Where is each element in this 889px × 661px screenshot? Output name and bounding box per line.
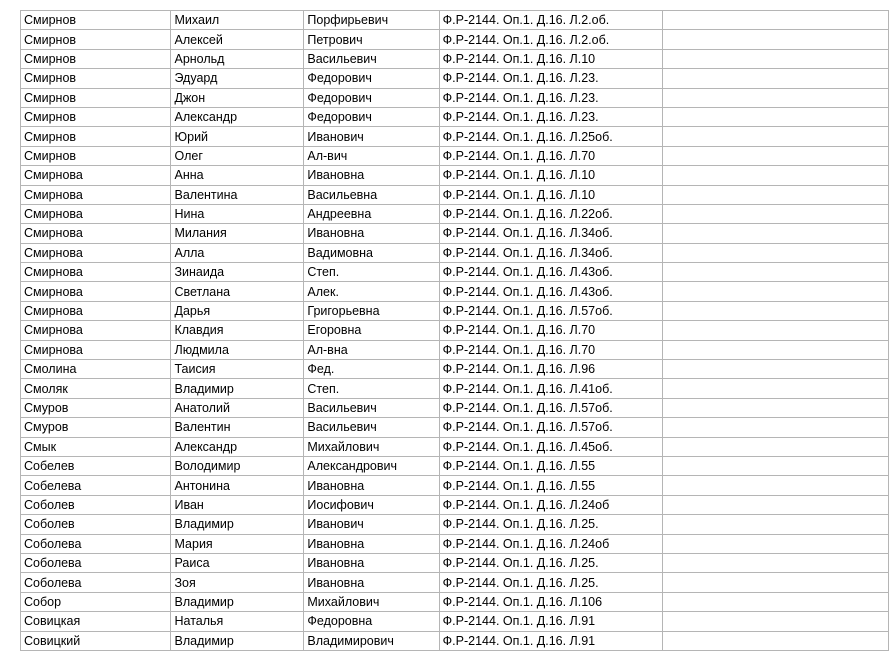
surname-cell: Смуров	[21, 398, 171, 417]
first-name-cell: Зинаида	[171, 263, 304, 282]
first-name-cell: Нина	[171, 204, 304, 223]
table-row	[21, 69, 889, 88]
surname-cell: Смирнова	[21, 263, 171, 282]
surname-cell: Смуров	[21, 418, 171, 437]
patronymic-cell: Ивановна	[304, 224, 439, 243]
surname-cell: Смирнова	[21, 166, 171, 185]
table-row	[21, 534, 889, 553]
patronymic-cell: Александрович	[304, 456, 439, 475]
empty-cell	[662, 379, 888, 398]
surname-cell: Смирнова	[21, 185, 171, 204]
archive-reference-cell: Ф.Р-2144. Оп.1. Д.16. Л.2.об.	[439, 11, 662, 30]
first-name-cell: Олег	[171, 146, 304, 165]
empty-cell	[662, 243, 888, 262]
records-table-body	[21, 11, 889, 651]
empty-cell	[662, 88, 888, 107]
table-row	[21, 127, 889, 146]
archive-reference-cell: Ф.Р-2144. Оп.1. Д.16. Л.2.об.	[439, 30, 662, 49]
archive-reference-cell: Ф.Р-2144. Оп.1. Д.16. Л.23.	[439, 88, 662, 107]
surname-cell: Соболева	[21, 534, 171, 553]
patronymic-cell: Иванович	[304, 127, 439, 146]
empty-cell	[662, 495, 888, 514]
empty-cell	[662, 553, 888, 572]
empty-cell	[662, 612, 888, 631]
first-name-cell: Владимир	[171, 379, 304, 398]
archive-reference-cell: Ф.Р-2144. Оп.1. Д.16. Л.43об.	[439, 282, 662, 301]
empty-cell	[662, 301, 888, 320]
first-name-cell: Дарья	[171, 301, 304, 320]
empty-cell	[662, 573, 888, 592]
surname-cell: Смирнов	[21, 49, 171, 68]
surname-cell: Смирнов	[21, 107, 171, 126]
patronymic-cell: Федорович	[304, 107, 439, 126]
empty-cell	[662, 534, 888, 553]
first-name-cell: Джон	[171, 88, 304, 107]
empty-cell	[662, 49, 888, 68]
table-row	[21, 456, 889, 475]
archive-reference-cell: Ф.Р-2144. Оп.1. Д.16. Л.25.	[439, 553, 662, 572]
patronymic-cell: Михайлович	[304, 592, 439, 611]
patronymic-cell: Петрович	[304, 30, 439, 49]
empty-cell	[662, 398, 888, 417]
patronymic-cell: Ал-вич	[304, 146, 439, 165]
empty-cell	[662, 166, 888, 185]
table-row	[21, 146, 889, 165]
archive-reference-cell: Ф.Р-2144. Оп.1. Д.16. Л.55	[439, 476, 662, 495]
archive-reference-cell: Ф.Р-2144. Оп.1. Д.16. Л.23.	[439, 69, 662, 88]
first-name-cell: Раиса	[171, 553, 304, 572]
archive-reference-cell: Ф.Р-2144. Оп.1. Д.16. Л.57об.	[439, 301, 662, 320]
first-name-cell: Валентин	[171, 418, 304, 437]
first-name-cell: Владимир	[171, 592, 304, 611]
table-row	[21, 166, 889, 185]
first-name-cell: Михаил	[171, 11, 304, 30]
empty-cell	[662, 282, 888, 301]
patronymic-cell: Ал-вна	[304, 340, 439, 359]
table-row	[21, 224, 889, 243]
surname-cell: Соболева	[21, 553, 171, 572]
first-name-cell: Владимир	[171, 631, 304, 650]
surname-cell: Смирнов	[21, 30, 171, 49]
surname-cell: Смирнова	[21, 243, 171, 262]
table-row	[21, 185, 889, 204]
patronymic-cell: Иванович	[304, 515, 439, 534]
surname-cell: Смирнов	[21, 146, 171, 165]
table-row	[21, 321, 889, 340]
first-name-cell: Владимир	[171, 515, 304, 534]
table-row	[21, 340, 889, 359]
patronymic-cell: Васильевич	[304, 49, 439, 68]
archive-reference-cell: Ф.Р-2144. Оп.1. Д.16. Л.10	[439, 185, 662, 204]
empty-cell	[662, 476, 888, 495]
archive-reference-cell: Ф.Р-2144. Оп.1. Д.16. Л.41об.	[439, 379, 662, 398]
empty-cell	[662, 360, 888, 379]
archive-reference-cell: Ф.Р-2144. Оп.1. Д.16. Л.45об.	[439, 437, 662, 456]
table-row	[21, 49, 889, 68]
surname-cell: Соболева	[21, 573, 171, 592]
empty-cell	[662, 418, 888, 437]
first-name-cell: Таисия	[171, 360, 304, 379]
first-name-cell: Александр	[171, 107, 304, 126]
patronymic-cell: Федорович	[304, 88, 439, 107]
surname-cell: Соболев	[21, 515, 171, 534]
surname-cell: Смоляк	[21, 379, 171, 398]
patronymic-cell: Васильевна	[304, 185, 439, 204]
first-name-cell: Наталья	[171, 612, 304, 631]
table-row	[21, 11, 889, 30]
table-row	[21, 360, 889, 379]
archive-reference-cell: Ф.Р-2144. Оп.1. Д.16. Л.10	[439, 166, 662, 185]
empty-cell	[662, 437, 888, 456]
archive-reference-cell: Ф.Р-2144. Оп.1. Д.16. Л.25.	[439, 573, 662, 592]
surname-cell: Собелев	[21, 456, 171, 475]
patronymic-cell: Ивановна	[304, 534, 439, 553]
table-row	[21, 398, 889, 417]
table-row	[21, 553, 889, 572]
archive-reference-cell: Ф.Р-2144. Оп.1. Д.16. Л.24об	[439, 534, 662, 553]
archive-reference-cell: Ф.Р-2144. Оп.1. Д.16. Л.96	[439, 360, 662, 379]
archive-reference-cell: Ф.Р-2144. Оп.1. Д.16. Л.22об.	[439, 204, 662, 223]
table-row	[21, 243, 889, 262]
surname-cell: Смирнова	[21, 340, 171, 359]
patronymic-cell: Ивановна	[304, 573, 439, 592]
surname-cell: Смирнов	[21, 11, 171, 30]
first-name-cell: Александр	[171, 437, 304, 456]
surname-cell: Смирнов	[21, 127, 171, 146]
first-name-cell: Людмила	[171, 340, 304, 359]
patronymic-cell: Егоровна	[304, 321, 439, 340]
surname-cell: Смирнов	[21, 69, 171, 88]
empty-cell	[662, 146, 888, 165]
patronymic-cell: Андреевна	[304, 204, 439, 223]
surname-cell: Смирнов	[21, 88, 171, 107]
empty-cell	[662, 11, 888, 30]
first-name-cell: Эдуард	[171, 69, 304, 88]
archive-reference-cell: Ф.Р-2144. Оп.1. Д.16. Л.70	[439, 340, 662, 359]
archive-reference-cell: Ф.Р-2144. Оп.1. Д.16. Л.106	[439, 592, 662, 611]
archive-reference-cell: Ф.Р-2144. Оп.1. Д.16. Л.57об.	[439, 398, 662, 417]
table-row	[21, 631, 889, 650]
patronymic-cell: Михайлович	[304, 437, 439, 456]
table-row	[21, 418, 889, 437]
first-name-cell: Антонина	[171, 476, 304, 495]
archive-reference-cell: Ф.Р-2144. Оп.1. Д.16. Л.70	[439, 146, 662, 165]
surname-cell: Смирнова	[21, 301, 171, 320]
empty-cell	[662, 456, 888, 475]
patronymic-cell: Степ.	[304, 263, 439, 282]
first-name-cell: Клавдия	[171, 321, 304, 340]
patronymic-cell: Федоровна	[304, 612, 439, 631]
table-row	[21, 592, 889, 611]
archive-reference-cell: Ф.Р-2144. Оп.1. Д.16. Л.23.	[439, 107, 662, 126]
patronymic-cell: Алек.	[304, 282, 439, 301]
first-name-cell: Валентина	[171, 185, 304, 204]
archive-reference-cell: Ф.Р-2144. Оп.1. Д.16. Л.91	[439, 612, 662, 631]
table-row	[21, 30, 889, 49]
table-row	[21, 476, 889, 495]
surname-cell: Собелева	[21, 476, 171, 495]
patronymic-cell: Федорович	[304, 69, 439, 88]
empty-cell	[662, 107, 888, 126]
surname-cell: Смирнова	[21, 321, 171, 340]
table-row	[21, 612, 889, 631]
patronymic-cell: Ивановна	[304, 476, 439, 495]
empty-cell	[662, 592, 888, 611]
empty-cell	[662, 69, 888, 88]
table-row	[21, 379, 889, 398]
archive-reference-cell: Ф.Р-2144. Оп.1. Д.16. Л.25.	[439, 515, 662, 534]
table-row	[21, 263, 889, 282]
empty-cell	[662, 340, 888, 359]
table-row	[21, 204, 889, 223]
patronymic-cell: Порфирьевич	[304, 11, 439, 30]
archive-reference-cell: Ф.Р-2144. Оп.1. Д.16. Л.55	[439, 456, 662, 475]
archive-reference-cell: Ф.Р-2144. Оп.1. Д.16. Л.24об	[439, 495, 662, 514]
first-name-cell: Иван	[171, 495, 304, 514]
table-row	[21, 301, 889, 320]
empty-cell	[662, 30, 888, 49]
patronymic-cell: Владимирович	[304, 631, 439, 650]
surname-cell: Смирнова	[21, 204, 171, 223]
archive-reference-cell: Ф.Р-2144. Оп.1. Д.16. Л.25об.	[439, 127, 662, 146]
records-table	[20, 10, 889, 651]
table-row	[21, 437, 889, 456]
archive-reference-cell: Ф.Р-2144. Оп.1. Д.16. Л.34об.	[439, 243, 662, 262]
empty-cell	[662, 127, 888, 146]
patronymic-cell: Фед.	[304, 360, 439, 379]
empty-cell	[662, 224, 888, 243]
table-row	[21, 515, 889, 534]
table-row	[21, 88, 889, 107]
archive-reference-cell: Ф.Р-2144. Оп.1. Д.16. Л.43об.	[439, 263, 662, 282]
surname-cell: Совицкий	[21, 631, 171, 650]
first-name-cell: Светлана	[171, 282, 304, 301]
first-name-cell: Анна	[171, 166, 304, 185]
patronymic-cell: Ивановна	[304, 166, 439, 185]
patronymic-cell: Васильевич	[304, 418, 439, 437]
archive-reference-cell: Ф.Р-2144. Оп.1. Д.16. Л.91	[439, 631, 662, 650]
empty-cell	[662, 321, 888, 340]
table-row	[21, 282, 889, 301]
empty-cell	[662, 204, 888, 223]
surname-cell: Собор	[21, 592, 171, 611]
patronymic-cell: Вадимовна	[304, 243, 439, 262]
empty-cell	[662, 263, 888, 282]
first-name-cell: Володимир	[171, 456, 304, 475]
empty-cell	[662, 515, 888, 534]
surname-cell: Смирнова	[21, 224, 171, 243]
patronymic-cell: Васильевич	[304, 398, 439, 417]
table-row	[21, 495, 889, 514]
first-name-cell: Мария	[171, 534, 304, 553]
first-name-cell: Анатолий	[171, 398, 304, 417]
archive-reference-cell: Ф.Р-2144. Оп.1. Д.16. Л.57об.	[439, 418, 662, 437]
first-name-cell: Алексей	[171, 30, 304, 49]
surname-cell: Совицкая	[21, 612, 171, 631]
empty-cell	[662, 185, 888, 204]
archive-reference-cell: Ф.Р-2144. Оп.1. Д.16. Л.10	[439, 49, 662, 68]
patronymic-cell: Степ.	[304, 379, 439, 398]
archive-reference-cell: Ф.Р-2144. Оп.1. Д.16. Л.34об.	[439, 224, 662, 243]
first-name-cell: Зоя	[171, 573, 304, 592]
surname-cell: Смык	[21, 437, 171, 456]
surname-cell: Смолина	[21, 360, 171, 379]
table-row	[21, 107, 889, 126]
first-name-cell: Алла	[171, 243, 304, 262]
surname-cell: Смирнова	[21, 282, 171, 301]
first-name-cell: Юрий	[171, 127, 304, 146]
first-name-cell: Милания	[171, 224, 304, 243]
surname-cell: Соболев	[21, 495, 171, 514]
empty-cell	[662, 631, 888, 650]
patronymic-cell: Григорьевна	[304, 301, 439, 320]
first-name-cell: Арнольд	[171, 49, 304, 68]
table-row	[21, 573, 889, 592]
archive-reference-cell: Ф.Р-2144. Оп.1. Д.16. Л.70	[439, 321, 662, 340]
patronymic-cell: Иосифович	[304, 495, 439, 514]
patronymic-cell: Ивановна	[304, 553, 439, 572]
